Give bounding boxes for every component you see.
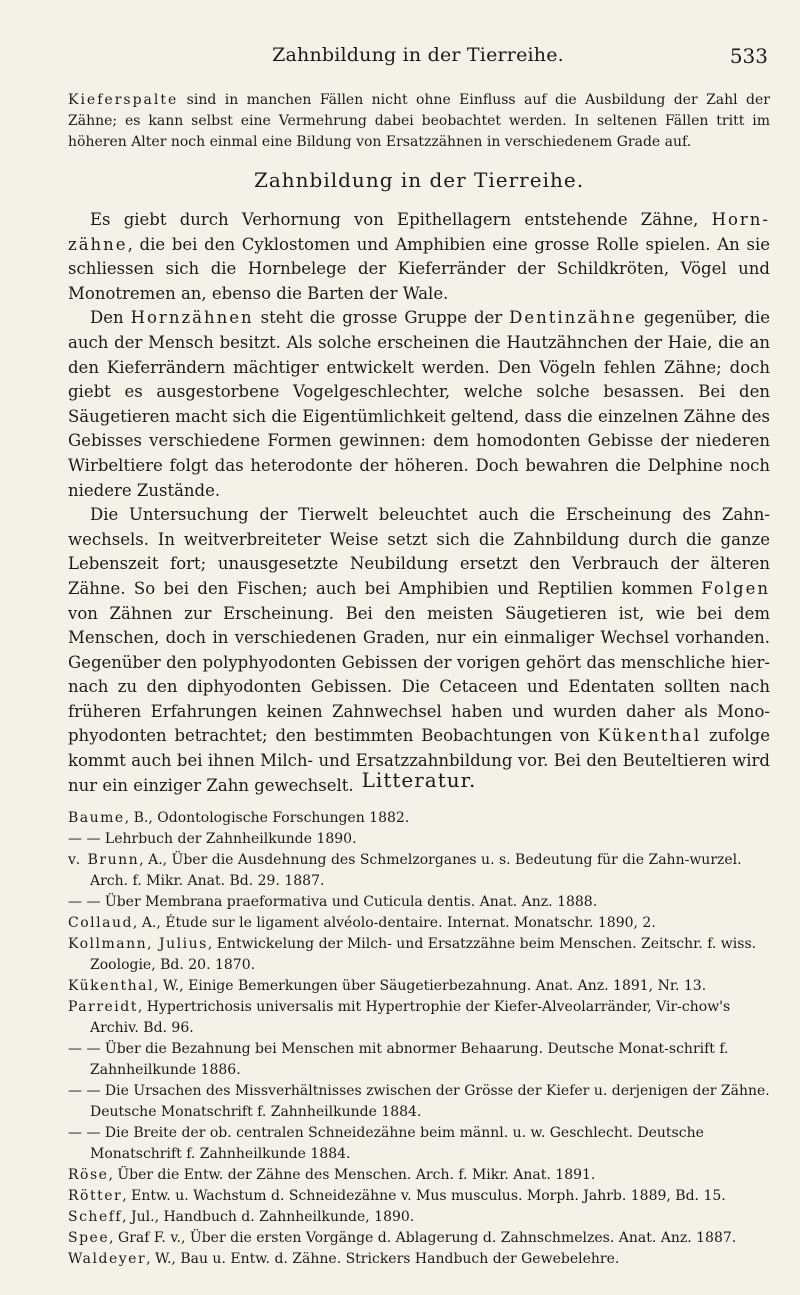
reference-author: Kollmann, Julius [68,936,208,952]
emphasized-term: Dentinzähne [509,308,637,328]
reference-author: v. Brunn [68,852,140,868]
reference-text: — — Über Membrana praeformativa und Cuticula dentis. Anat. Anz. 1888. [68,894,598,910]
reference-entry [68,1186,770,1207]
reference-entry [68,1228,770,1249]
reference-list [68,808,770,1270]
paragraph [68,503,770,798]
reference-text: , W., Bau u. Entw. d. Zähne. Strickers Handbuch der Gewebelehre. [146,1251,620,1267]
paragraph [68,306,770,503]
emphasized-term: Hornzähnen [130,308,254,328]
reference-author: Parreidt [68,999,138,1015]
reference-entry [68,808,770,829]
emphasized-term: Horn-zähne [68,210,770,254]
emphasized-term: Folgen [701,578,770,598]
reference-author: Collaud [68,915,133,931]
reference-text: , Entwickelung der Milch- und Ersatzzähne beim Menschen. Zeitschr. f. wiss. Zoologie, Bd. 20. 1870. [90,936,757,973]
reference-author: Baume [68,810,125,826]
reference-entry [68,1081,770,1123]
paragraph-text: zufolge kommt auch bei ihnen Milch- und Ersatzzahnbildung vor. Bei den Beuteltieren wird nur ein einziger Zahn gewechselt. [68,726,770,795]
reference-entry [68,976,770,997]
main-text [68,208,770,798]
reference-entry [68,1123,770,1165]
reference-author: Kükenthal [68,978,154,994]
reference-text: , Hypertrichosis universalis mit Hypertrophie der Kiefer-Alveolarränder, Vir-chow's Archiv. Bd. 96. [90,999,731,1036]
reference-entry [68,913,770,934]
reference-entry [68,934,770,976]
reference-text: , Graf F. v., Über die ersten Vorgänge d. Ablagerung d. Zahnschmelzes. Anat. Anz. 1887. [109,1230,737,1246]
reference-text: , Entw. u. Wachstum d. Schneidezähne v. Mus musculus. Morph. Jahrb. 1889, Bd. 15. [122,1188,726,1204]
reference-author: Rötter [68,1188,123,1204]
reference-text: , W., Einige Bemerkungen über Säugetierbezahnung. Anat. Anz. 1891, Nr. 13. [153,978,707,994]
paragraph-text: gegenüber, die auch der Mensch besitzt. Als solche erscheinen die Hautzähnchen der Haie, die an den Kieferrändern mächtiger entwickelt werden. Den Vögeln fehlen Zähne; doch giebt es ausgestorbene Vogelgeschlechter, welche solche besassen. Bei den Säugetieren macht sich die Eigentümlichkeit geltend, dass die einzelnen Zähne des Gebisses verschiedene Formen gewinnen: dem homodonten Gebisse der niederen Wirbeltiere folgt das heterodonte der höheren. Doch bewahren die Delphine noch niedere Zustände. [68,308,770,500]
reference-entry [68,829,770,850]
reference-text: — — Lehrbuch der Zahnheilkunde 1890. [68,831,357,847]
literature-title: Litteratur. [361,768,477,792]
paragraph-text: , die bei den Cyklostomen und Amphibien eine grosse Rolle spielen. An sie schliessen sich die Hornbelege der Kieferränder der Schildkröten, Vögel und Monotremen an, ebenso die Barten der Wale. [68,234,770,303]
reference-text: , Über die Entw. der Zähne des Menschen. Arch. f. Mikr. Anat. 1891. [108,1167,596,1183]
reference-entry [68,1039,770,1081]
paragraph-text: Den [90,308,131,328]
reference-entry [68,1249,770,1270]
reference-entry [68,997,770,1039]
reference-author: Röse [68,1167,109,1183]
reference-text: — — Die Breite der ob. centralen Schneidezähne beim männl. u. w. Geschlecht. Deutsche Monatschrift f. Zahnheilkunde 1884. [68,1125,704,1162]
reference-entry [68,892,770,913]
reference-text: , Jul., Handbuch d. Zahnheilkunde, 1890. [122,1209,415,1225]
reference-entry [68,1165,770,1186]
reference-author: Spee [68,1230,110,1246]
reference-text: — — Über die Bezahnung bei Menschen mit abnormer Behaarung. Deutsche Monat-schrift f. Zahnheilkunde 1886. [68,1041,729,1078]
paragraph-text: sind in manchen Fällen nicht ohne Einfluss auf die Ausbildung der Zahl der Zähne; es kann selbst eine Vermehrung dabei beobachtet werden. In seltenen Fällen tritt im höheren Alter noch einmal eine Bildung von Ersatzzähnen in verschiedenem Grade auf. [68,92,770,150]
emphasized-term: Kükenthal [597,726,702,746]
reference-text: , A., Über die Ausdehnung des Schmelzorganes u. s. Bedeutung für die Zahn-wurzel. Arch. f. Mikr. Anat. Bd. 29. 1887. [90,852,742,889]
emphasized-term: Kieferspalte [68,92,179,108]
paragraph-text: Die Untersuchung der Tierwelt beleuchtet auch die Erscheinung des Zahn-wechsels. In weitverbreiteter Weise setzt sich die Zahnbildung durch die ganze Lebenszeit fort; unausgesetzte Neubildung ersetzt den Verbrauch der älteren Zähne. So bei den Fischen; auch bei Amphibien und Reptilien kommen [68,505,770,598]
reference-author: Scheff [68,1209,123,1225]
reference-text: , A., Étude sur le ligament alvéolo-dentaire. Internat. Monatschr. 1890, 2. [132,915,656,931]
paragraph-text: von Zähnen zur Erscheinung. Bei den meisten Säugetieren ist, wie bei dem Menschen, doch in verschiedenen Graden, nur ein einmaliger Wechsel vorhanden. Gegenüber den polyphyodonten Gebissen der vorigen gehört das menschliche hier-nach zu den diphyodonten Gebissen. Die Cetaceen und Edentaten sollten nach früheren Erfahrungen keinen Zahnwechsel haben und wurden daher als Mono-phyodonten betrachtet; den bestimmten Beobachtungen von [68,603,770,746]
section-title: Zahnbildung in der Tierreihe. [253,168,585,192]
page-header [68,44,768,70]
intro-paragraph [68,90,770,153]
page-number: 533 [729,44,768,68]
running-title: Zahnbildung in der Tierreihe. [272,44,564,66]
reference-text: — — Die Ursachen des Missverhältnisses zwischen der Grösse der Kiefer u. derjenigen der Zähne. Deutsche Monatschrift f. Zahnheilkunde 1884. [68,1083,770,1120]
reference-text: , B., Odontologische Forschungen 1882. [124,810,410,826]
reference-entry [68,850,770,892]
paragraph-text: steht die grosse Gruppe der [253,308,510,328]
reference-author: Waldeyer [68,1251,147,1267]
paragraph-text: Es giebt durch Verhornung von Epithellagern entstehende Zähne, [90,210,712,229]
paragraph [68,208,770,306]
reference-entry [68,1207,770,1228]
